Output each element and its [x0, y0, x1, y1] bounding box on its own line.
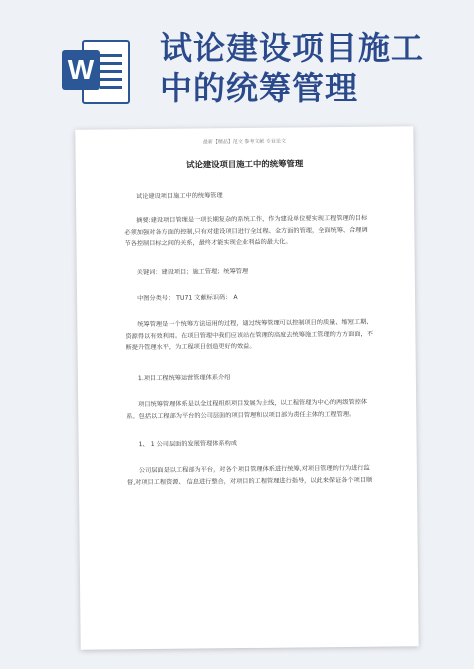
paragraph-text: 1、 1 公司层面的发展管理体系构成: [138, 440, 238, 449]
banner-title-line2: 中的统筹管理: [160, 69, 359, 107]
word-letter: W: [62, 50, 100, 90]
section-heading-1-1: [127, 437, 375, 451]
section-heading-1: [126, 371, 374, 385]
paragraph-text: 1.项目工程统筹运营管理体系介绍: [137, 374, 231, 383]
paragraph-text: 摘要:建设项目管理是一项长期复杂的系统工作，作为建设单位要实现工程管理的目标必须加强对各方面的控制,只有对建设项目进行全过程、全方面的管理，全面统筹、合理调节各控制目标之间的关系，最终才能实现企业利益的最大化。: [124, 214, 368, 248]
paragraph-keywords: [125, 265, 373, 279]
banner-title-line1: 试论建设项目施工: [160, 29, 425, 67]
paragraph-text: 试论建设项目施工中的统筹管理: [135, 192, 223, 201]
paragraph-system: [126, 397, 374, 423]
paragraph-text: 中图分类号： TU71 文献标识码： A: [137, 294, 238, 303]
document-header-note: 最新【精品】范文 参考文献 专业论文: [202, 138, 287, 146]
banner-title: [160, 28, 424, 108]
paragraph-text: 统筹管理是一个统筹方法运用的过程，通过统筹管理可以控制项目的质量、缩短工期、资源得以有效利用。在项目管理中我们应该站在管理的高度去统筹施工管理的方方面面，不断提升管理水平，为工程项目创造更好的效益。: [125, 318, 373, 352]
paragraph-subtitle: [124, 189, 372, 203]
paragraph-abstract: [124, 213, 372, 250]
paragraph-text: 项目统筹管理体系是以全过程组织项目发展为主线，以工程管理为中心的两级管控体系。包括以工程部为平台的公司层面的项目管理和以项目部为责任主体的工程管理。: [126, 398, 368, 420]
document-title: 试论建设项目施工中的统筹管理: [185, 158, 304, 170]
paragraph-company-level: [127, 463, 375, 489]
word-document-icon: [62, 38, 132, 104]
paragraph-classification: [125, 291, 373, 305]
cover-banner: [0, 0, 474, 120]
paragraph-text: 公司层面是以工程部为平台，对各个项目管理体系进行统筹,对项目管理的行为进行监督,对项目工程资源、 信息进行整合，对项目的工程管理进行指导，以此来保证各个项目顺: [126, 464, 373, 486]
document-page: [75, 126, 418, 650]
paragraph-text: 关键词：建设项目；施工管理；统筹管理: [136, 267, 249, 277]
paragraph-intro: [125, 317, 373, 354]
